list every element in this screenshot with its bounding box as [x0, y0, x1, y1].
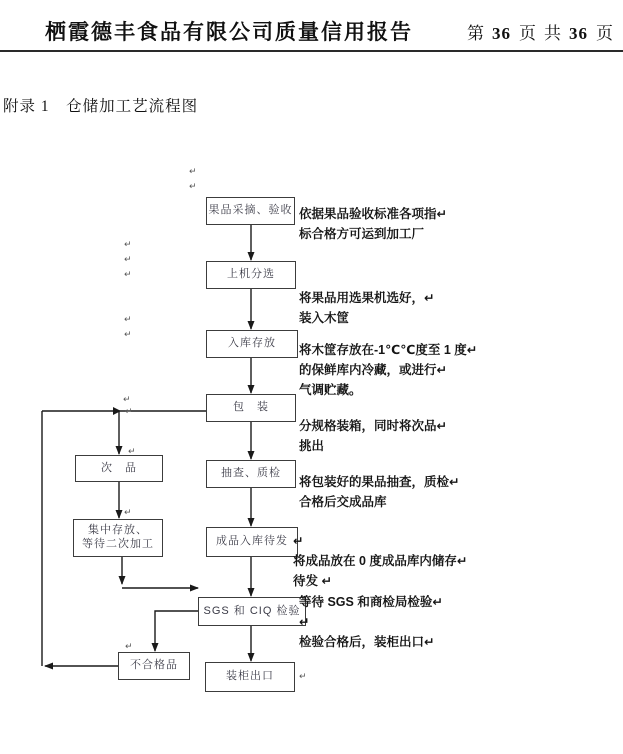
annotation-harvest-line1: 依据果品验收标准各项指↵	[299, 207, 447, 221]
annotation-sgs-line2: ↵	[299, 615, 310, 629]
return-mark: ↵	[124, 507, 132, 517]
return-mark: ↵	[189, 181, 197, 191]
flow-box-storage	[206, 330, 298, 358]
return-mark: ↵	[124, 254, 132, 264]
annotation-storage-line1: 将木筐存放在-1℃℃度至 1 度↵	[299, 343, 478, 357]
flow-box-reprocess-line1: 集中存放、	[88, 524, 148, 537]
flow-box-harvest-label: 果品采摘、验收	[208, 204, 293, 217]
annotation-sorting	[299, 288, 434, 328]
page-indicator	[463, 19, 617, 44]
annotation-storage-line3: 气调贮藏。	[299, 383, 362, 397]
return-mark: ↵	[299, 671, 307, 681]
flow-box-unqualified	[118, 652, 190, 680]
return-mark: ↵	[128, 446, 136, 456]
flow-box-sorting-label: 上机分选	[227, 268, 275, 281]
page-label-di: 第	[467, 24, 484, 43]
return-mark: ↵	[124, 329, 132, 339]
annotation-inspection-line1: 将包装好的果品抽查，质检↵	[299, 475, 460, 489]
annotation-packing	[299, 416, 447, 456]
flow-box-sgs-ciq	[198, 597, 306, 626]
return-mark: ↵	[124, 239, 132, 249]
flow-box-sorting	[206, 261, 296, 289]
return-mark: ↵	[124, 269, 132, 279]
flow-box-defective	[75, 455, 163, 482]
annotation-sorting-line1: 将果品用选果机选好，↵	[299, 291, 435, 305]
total-page-number: 36	[569, 24, 588, 43]
flow-box-sgs-ciq-label: SGS 和 CIQ 检验	[203, 604, 301, 617]
page-label-gong: 共	[544, 24, 561, 43]
flow-box-inspection	[206, 460, 296, 488]
return-mark: ↵	[125, 406, 133, 416]
flow-box-export-label: 装柜出口	[226, 670, 274, 683]
flow-box-unqualified-label: 不合格品	[130, 659, 178, 672]
return-mark: ↵	[124, 314, 132, 324]
annotation-packing-line1: 分规格装箱，同时将次品↵	[299, 419, 447, 433]
annotation-sgs-line1: 等待 SGS 和商检局检验↵	[299, 595, 443, 609]
return-mark: ↵	[123, 394, 131, 404]
flow-box-harvest	[206, 197, 295, 225]
annotation-harvest-line2: 标合格方可运到加工厂	[299, 227, 425, 241]
return-mark: ↵	[189, 166, 197, 176]
page-label-ye1: 页	[519, 24, 536, 43]
annotation-finished-line3: 待发 ↵	[293, 574, 332, 588]
annotation-sgs	[299, 592, 443, 652]
appendix-title: 附录 1 仓储加工艺流程图	[3, 98, 199, 115]
annotation-sorting-line2: 装入木筐	[299, 311, 350, 325]
return-mark: ↵	[125, 641, 133, 651]
flow-box-finished	[206, 527, 298, 557]
annotation-inspection	[299, 472, 459, 512]
flow-box-defective-label: 次 品	[101, 461, 137, 474]
flow-box-reprocess	[73, 519, 163, 557]
flow-box-storage-label: 入库存放	[228, 337, 276, 350]
annotation-finished	[293, 531, 467, 591]
annotation-storage-line2: 的保鲜库内冷藏，或进行↵	[299, 363, 447, 377]
annotation-sgs-line3: 检验合格后，装柜出口↵	[299, 635, 435, 649]
annotation-finished-line2: 将成品放在 0 度成品库内储存↵	[293, 554, 468, 568]
page-label-ye2: 页	[596, 24, 613, 43]
annotation-inspection-line2: 合格后交成品库	[299, 495, 387, 509]
annotation-finished-line1: ↵	[293, 534, 304, 548]
flow-box-inspection-label: 抽查、质检	[221, 467, 281, 480]
annotation-storage	[299, 340, 477, 400]
annotation-packing-line2: 挑出	[299, 439, 325, 453]
flow-box-reprocess-line2: 等待二次加工	[82, 538, 154, 550]
flow-box-packing	[206, 394, 296, 422]
flow-box-packing-label: 包 装	[233, 401, 269, 414]
annotation-harvest	[299, 204, 447, 244]
current-page-number: 36	[492, 24, 511, 43]
flow-box-finished-label: 成品入库待发	[216, 535, 288, 548]
report-title: 栖霞德丰食品有限公司质量信用报告	[45, 21, 413, 44]
flow-box-export	[205, 662, 295, 692]
header-divider	[0, 50, 623, 52]
